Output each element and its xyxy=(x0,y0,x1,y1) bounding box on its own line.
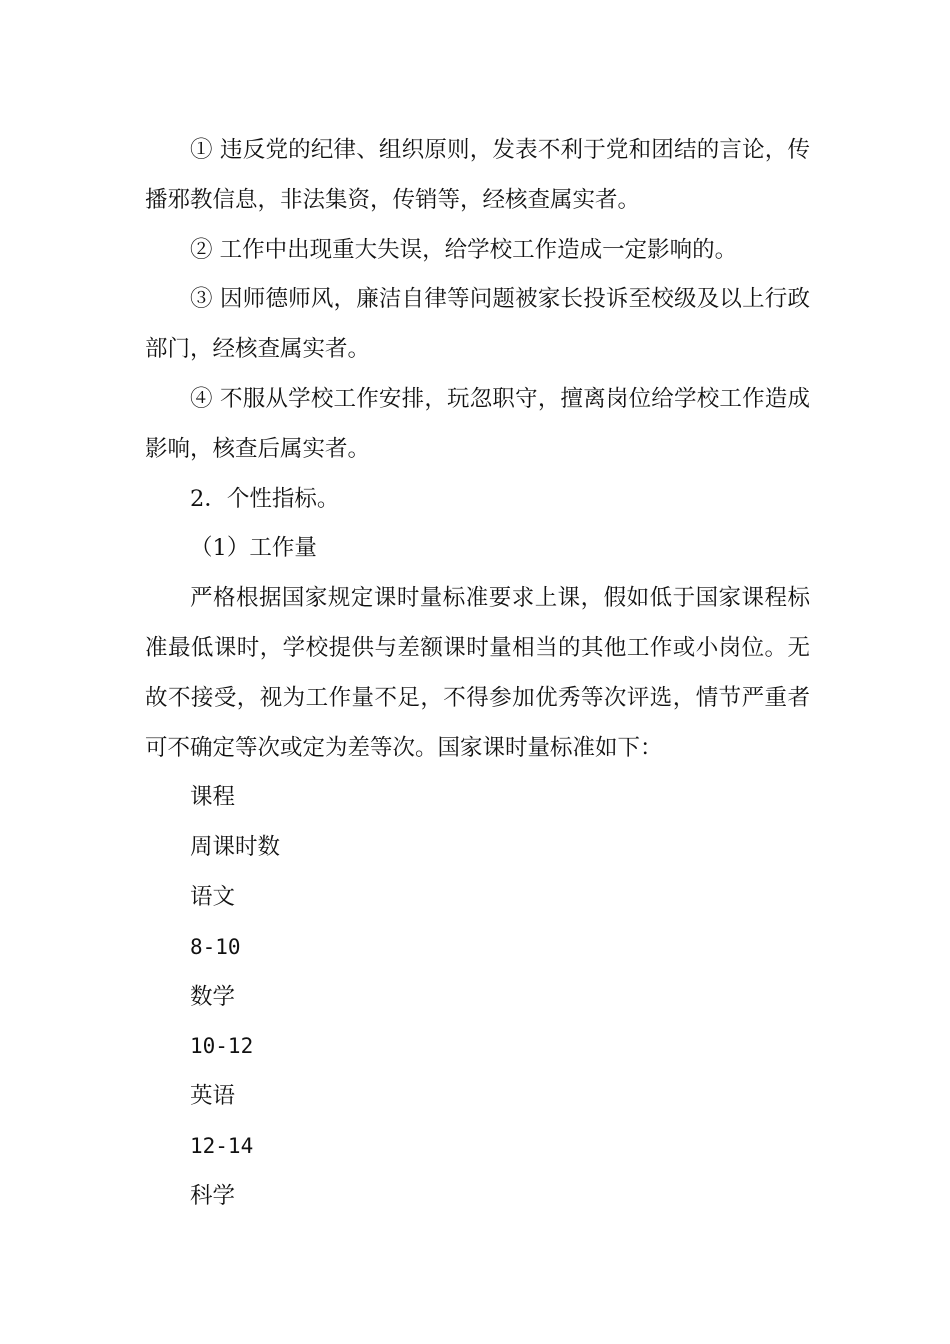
rule-item-4: ④ 不服从学校工作安排，玩忽职守，擅离岗位给学校工作造成影响，核查后属实者。 xyxy=(145,385,810,462)
table-cell-hours: 8-10 xyxy=(190,934,241,959)
table-cell-subject: 数学 xyxy=(190,983,236,1010)
section-heading: 2．个性指标。 xyxy=(190,485,340,512)
table-cell-hours: 12-14 xyxy=(190,1133,254,1158)
table-cell-subject: 语文 xyxy=(190,883,236,910)
rule-item-1: ① 违反党的纪律、组织原则，发表不利于党和团结的言论，传播邪教信息，非法集资，传销等，经核查属实者。 xyxy=(145,137,810,213)
rule-item-2: ② 工作中出现重大失误，给学校工作造成一定影响的。 xyxy=(190,236,738,263)
workload-paragraph: 严格根据国家规定课时量标准要求上课，假如低于国家课程标准最低课时，学校提供与差额课时量相当的其他工作或小岗位。无故不接受，视为工作量不足，不得参加优秀等次评选，情节严重者可不确定等次或定为差等次。国家课时量标准如下： xyxy=(145,585,810,761)
table-header-weekly-hours: 周课时数 xyxy=(190,834,281,861)
table-cell-subject: 科学 xyxy=(190,1182,236,1209)
table-cell-hours: 10-12 xyxy=(190,1034,254,1059)
rule-item-3: ③ 因师德师风，廉洁自律等问题被家长投诉至校级及以上行政部门，经核查属实者。 xyxy=(145,286,810,363)
table-header-course: 课程 xyxy=(190,784,236,811)
table-cell-subject: 英语 xyxy=(190,1083,236,1110)
subsection-heading: （1）工作量 xyxy=(190,535,317,562)
document-body xyxy=(145,126,810,1222)
